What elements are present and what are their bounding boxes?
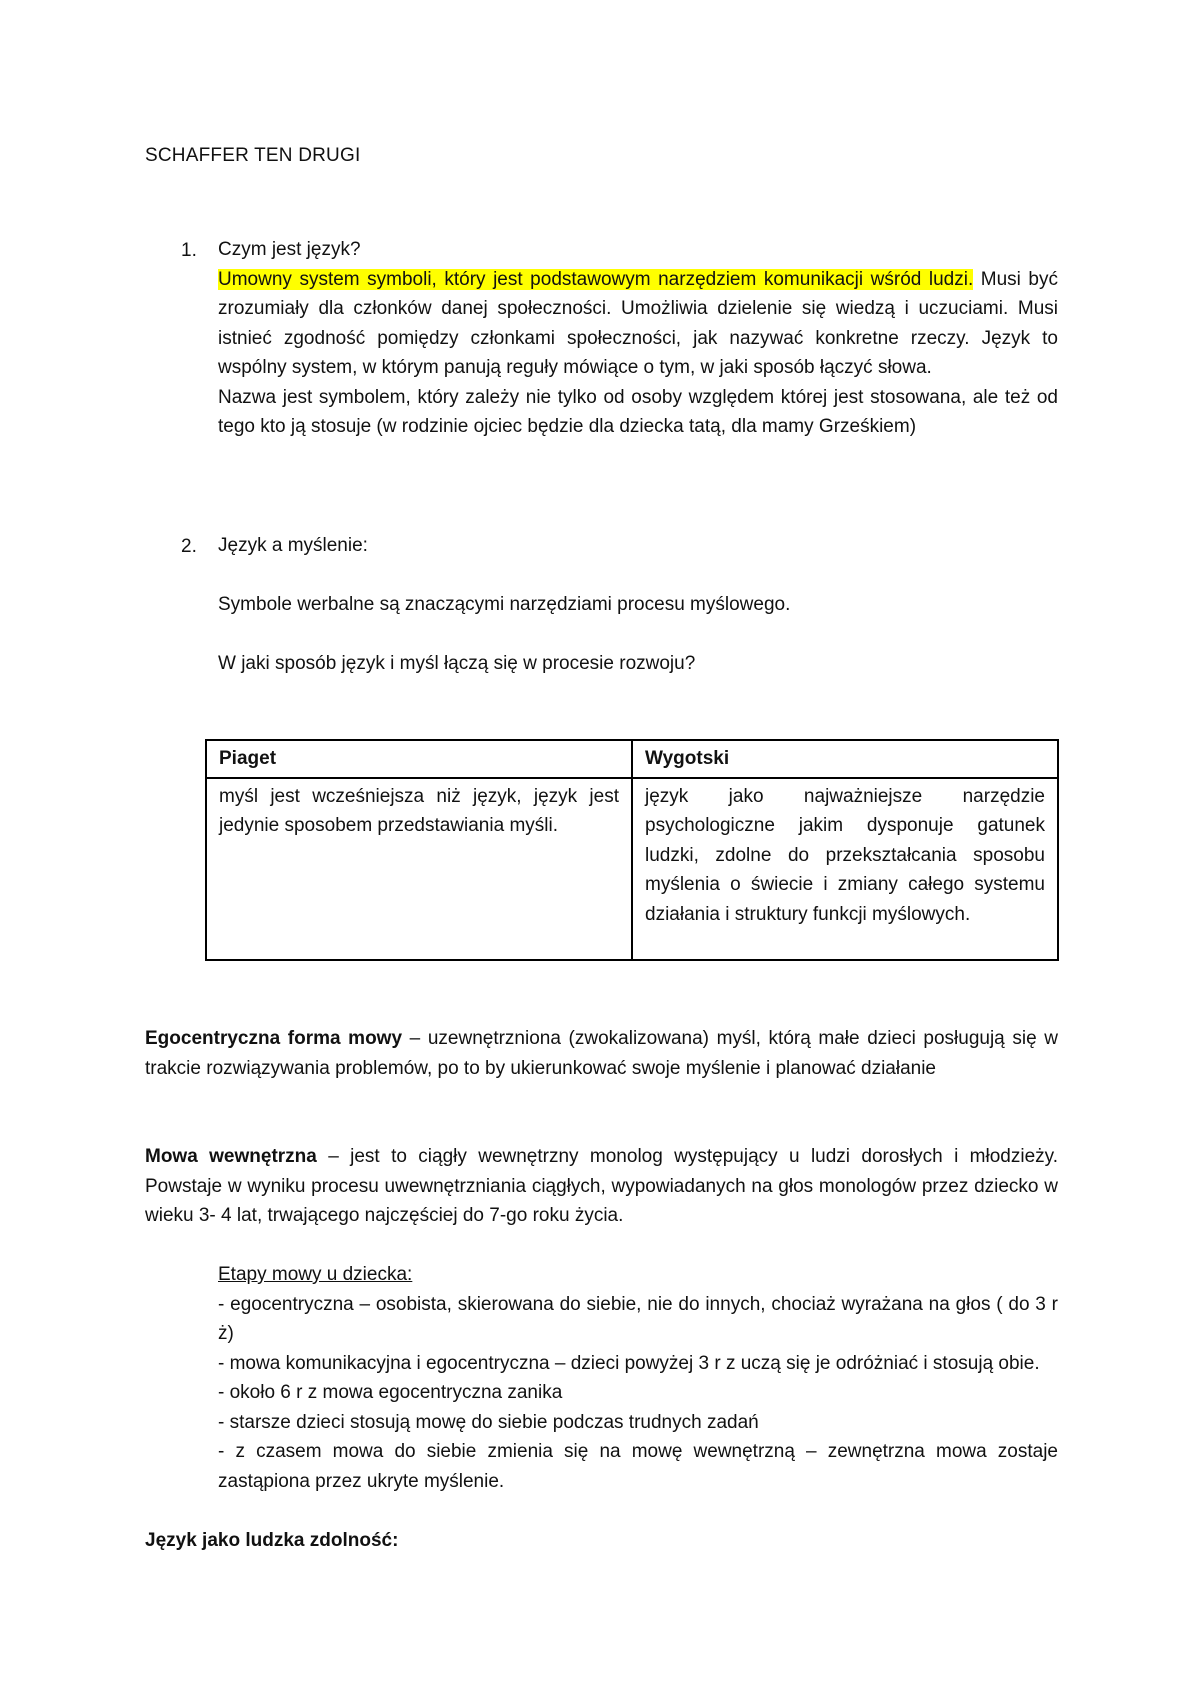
table-header-piaget: Piaget [206,740,632,778]
stage-item: - mowa komunikacyjna i egocentryczna – dzieci powyżej 3 r z uczą się je odróżniać i stosują obie. [218,1352,1040,1374]
q1-text2: Nazwa jest symbolem, który zależy nie tylko od osoby względem której jest stosowana, ale też od tego kto ją stosuje (w rodzinie ojciec będzie dla dziecka tatą, dla mamy Grześkiem) [218,386,1058,437]
stages-heading: Etapy mowy u dziecka: [218,1264,413,1285]
q1-block [218,235,1058,442]
egocentric-term: Egocentryczna forma mowy [145,1028,403,1049]
section-heading-language-ability: Język jako ludzka zdolność: [145,1530,399,1551]
stage-item: - starsze dzieci stosują mowę do siebie podczas trudnych zadań [218,1411,759,1433]
q2-line2: W jaki sposób język i myśl łączą się w procesie rozwoju? [218,653,696,674]
stage-item: - egocentryczna – osobista, skierowana do siebie, nie do innych, chociaż wyrażana na głos ( do 3 r ż) [218,1293,1058,1344]
table-header-row [206,740,1058,778]
q1-number: 1. [181,240,197,261]
inner-speech-paragraph [145,1142,1058,1231]
document-title: SCHAFFER TEN DRUGI [145,145,361,166]
egocentric-definition: – uzewnętrzniona (zwokalizowana) myśl, którą małe dzieci posługują się w trakcie rozwiązywania problemów, po to by ukierunkować swoje myślenie i planować działanie [145,1028,1058,1079]
q2-line1: Symbole werbalne są znaczącymi narzędziami procesu myślowego. [218,594,791,615]
q1-highlighted-definition: Umowny system symboli, który jest podstawowym narzędziem komunikacji wśród ludzi. [218,268,974,290]
q2-number: 2. [181,536,197,557]
inner-speech-term: Mowa wewnętrzna [145,1146,317,1167]
egocentric-paragraph [145,1024,1058,1083]
table-row [206,778,1058,961]
piaget-wygotski-table [205,739,1059,961]
table-cell-piaget: myśl jest wcześniejsza niż język, język jest jedynie sposobem przedstawiania myśli. [206,778,632,961]
stages-block [218,1260,1058,1496]
q2-question: Język a myślenie: [218,535,368,556]
q1-text: Musi być zrozumiały dla członków danej społeczności. Umożliwia dzielenie się wiedzą i uczuciami. Musi istnieć zgodność pomiędzy członkami społeczności, jak nazywać konkretne rzeczy. Język to wspólny system, w którym panują reguły mówiące o tym, w jaki sposób łączyć słowa. [218,268,1059,378]
stage-item: - z czasem mowa do siebie zmienia się na mowę wewnętrzną – zewnętrzna mowa zostaje zastąpiona przez ukryte myślenie. [218,1441,1058,1492]
stage-item: - około 6 r z mowa egocentryczna zanika [218,1382,563,1403]
table-cell-wygotski: język jako najważniejsze narzędzie psychologiczne jakim dysponuje gatunek ludzki, zdolne do przekształcania sposobu myślenia o świecie i zmiany całego systemu działania i struktury funkcji myślowych. [632,778,1058,961]
q1-question: Czym jest język? [218,239,361,260]
inner-speech-definition: – jest to ciągły wewnętrzny monolog występujący u ludzi dorosłych i młodzieży. Powstaje w wyniku procesu uwewnętrzniania ciągłych, wypowiadanych na głos monologów przez dziecko w wieku 3- 4 lat, trwającego najczęściej do 7-go roku życia. [145,1146,1059,1226]
table-header-wygotski: Wygotski [632,740,1058,778]
